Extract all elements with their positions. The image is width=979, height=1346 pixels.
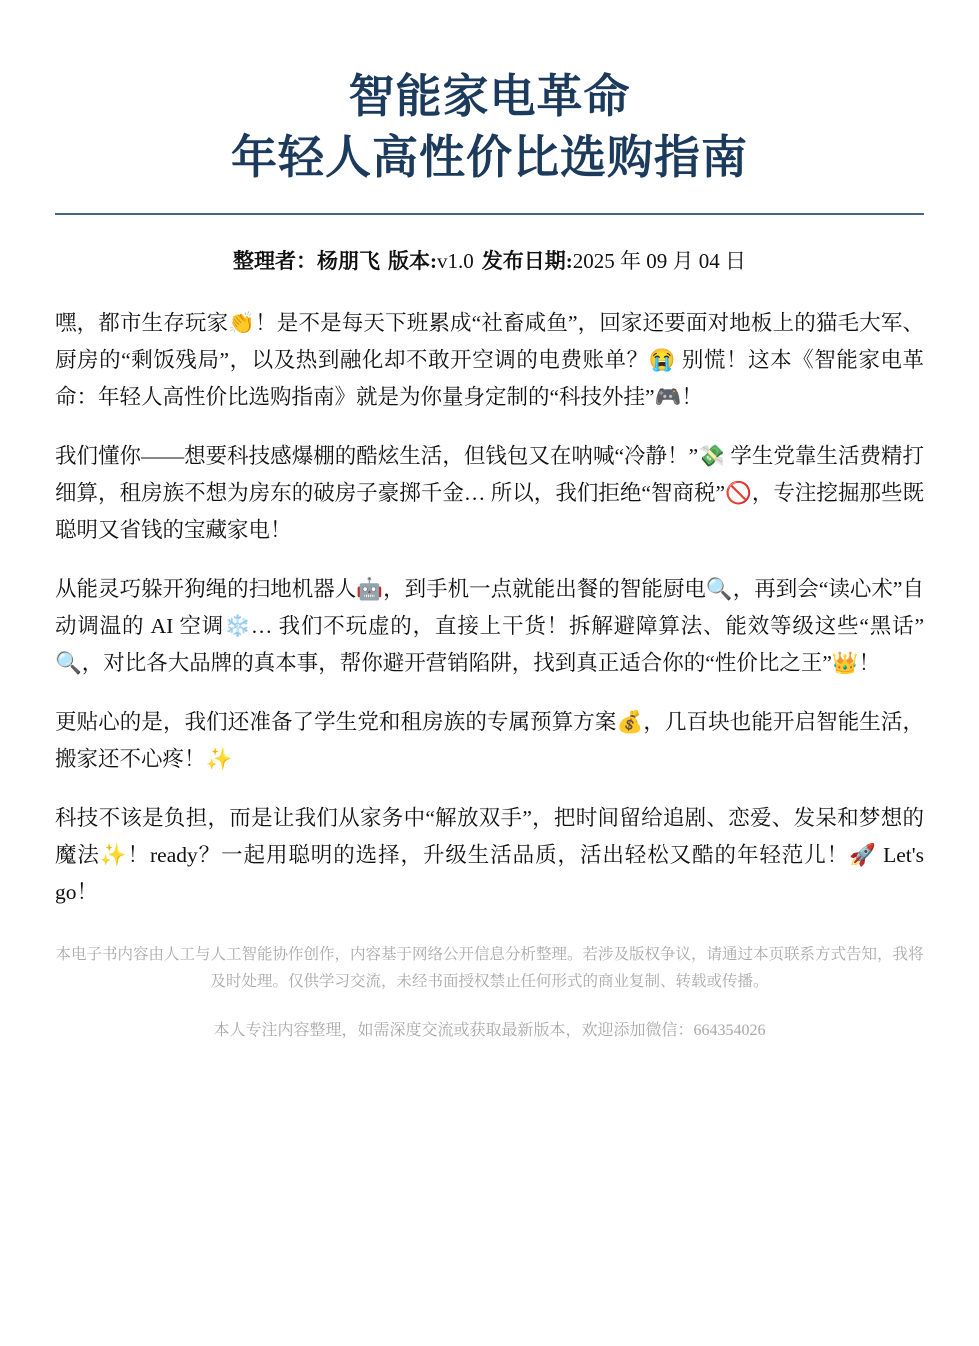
title-divider xyxy=(55,213,924,215)
compiler-value: 杨朋飞 xyxy=(317,249,380,274)
title-line-1: 智能家电革命 xyxy=(348,70,631,122)
body-paragraph-2: 我们懂你——想要科技感爆棚的酷炫生活，但钱包又在呐喊“冷静！”💸 学生党靠生活费精打细算，租房族不想为房东的破房子豪掷千金… 所以，我们拒绝“智商税”🚫，专注挖掘那些既聪明又省钱的宝藏家电！ xyxy=(55,444,924,543)
version-value: v1.0 xyxy=(437,249,474,274)
body-paragraph-5: 科技不该是负担，而是让我们从家务中“解放双手”，把时间留给追剧、恋爱、发呆和梦想的魔法✨！ready？一起用聪明的选择，升级生活品质，活出轻松又酷的年轻范儿！🚀 Let's go！ xyxy=(55,806,924,905)
body-paragraph-4: 更贴心的是，我们还准备了学生党和租房族的专属预算方案💰，几百块也能开启智能生活，搬家还不心疼！✨ xyxy=(55,710,924,772)
date-value: 2025 年 09 月 04 日 xyxy=(572,249,746,274)
page-title xyxy=(55,66,924,187)
body-paragraph-1: 嘿，都市生存玩家👏！是不是每天下班累成“社畜咸鱼”，回家还要面对地板上的猫毛大军、厨房的“剩饭残局”，以及热到融化却不敢开空调的电费账单？😭 别慌！这本《智能家电革命：年轻人高性价比选购指南》就是为你量身定制的“科技外挂”🎮！ xyxy=(55,311,924,410)
body-paragraph-3: 从能灵巧躲开狗绳的扫地机器人🤖，到手机一点就能出餐的智能厨电🔍，再到会“读心术”自动调温的 AI 空调❄️… 我们不玩虚的，直接上干货！拆解避障算法、能效等级这些“黑话”🔍，对比各大品牌的真本事，帮你避开营销陷阱，找到真正适合你的“性价比之王”👑！ xyxy=(55,577,924,676)
contact-note: 本人专注内容整理，如需深度交流或获取最新版本，欢迎添加微信：664354026 xyxy=(213,1022,766,1040)
title-line-2: 年轻人高性价比选购指南 xyxy=(231,130,748,183)
document-body xyxy=(55,305,924,911)
compiler-label: 整理者： xyxy=(233,249,317,274)
version-label: 版本: xyxy=(388,249,437,274)
document-metadata xyxy=(55,245,924,275)
date-label: 发布日期: xyxy=(481,249,573,274)
disclaimer-text: 本电子书内容由人工与人工智能协作创作，内容基于网络公开信息分析整理。若涉及版权争议，请通过本页联系方式告知，我将及时处理。仅供学习交流，未经书面授权禁止任何形式的商业复制、转载或传播。 xyxy=(55,946,924,991)
copyright-disclaimer xyxy=(55,941,924,995)
